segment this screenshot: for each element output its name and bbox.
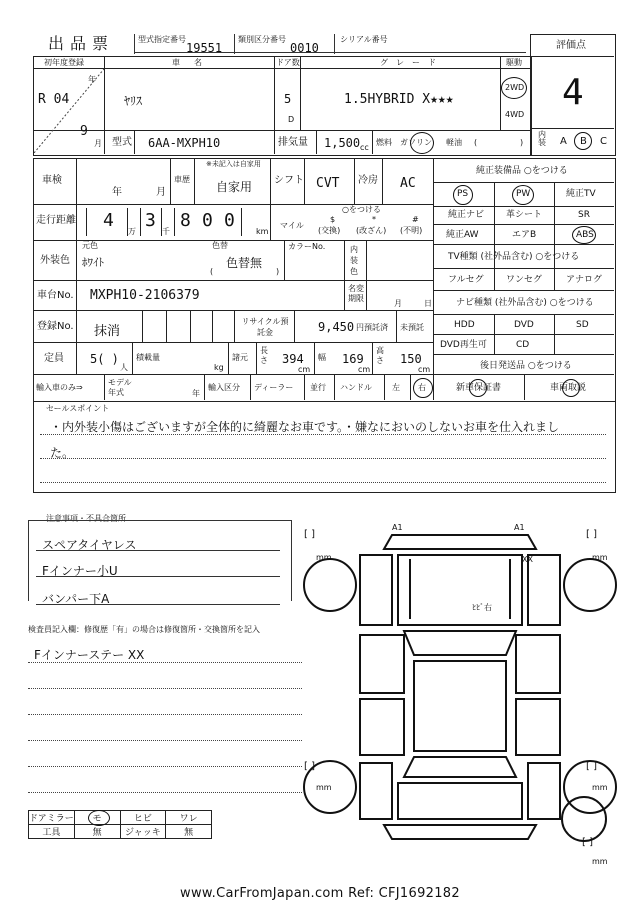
- mileage-sen: 千: [162, 227, 170, 236]
- note-2: Fインナー小U: [42, 564, 118, 578]
- drive-2wd: 2WD: [505, 83, 525, 92]
- repaint-paren-l: (: [210, 267, 214, 276]
- tv-analog: アナログ: [566, 275, 603, 285]
- car-diagram: [300, 515, 620, 855]
- ac-value: AC: [400, 176, 416, 191]
- fuel-paren-r: ): [520, 138, 524, 147]
- drive-4wd: 4WD: [505, 110, 525, 119]
- reg-label: 登録No.: [37, 321, 74, 332]
- height-label: 高さ: [376, 346, 384, 365]
- height-cm: cm: [418, 365, 431, 374]
- handle-right: 右: [418, 383, 426, 392]
- fuel-label: 燃料: [376, 138, 392, 147]
- load-label: 積載量: [136, 353, 160, 362]
- width-cm: cm: [358, 365, 371, 374]
- repaint-value: 色替無: [226, 256, 263, 270]
- capacity-label: 定員: [44, 353, 64, 364]
- door-type: D: [288, 115, 295, 124]
- later-title: 後日発送品 ○をつける: [480, 361, 572, 371]
- first-reg-month: 9: [80, 124, 88, 139]
- equip-ps: PS: [457, 189, 469, 199]
- equip-sr: SR: [578, 210, 590, 220]
- color-no-label: カラーNo.: [288, 242, 326, 251]
- footer-ref: www.CarFromJapan.com Ref: CFJ1692182: [180, 886, 460, 901]
- doors-label: ドア数: [276, 58, 300, 67]
- break-label: ワレ: [166, 811, 212, 825]
- equip-pw: PW: [516, 189, 531, 199]
- handle-left: 左: [392, 383, 400, 392]
- interior-a: A: [560, 136, 567, 147]
- mm-fr: mm: [592, 553, 608, 562]
- mileage-label: 走行距離: [36, 215, 76, 226]
- owner-day: 日: [424, 299, 432, 308]
- first-reg-label: 初年度登録: [44, 58, 84, 67]
- capacity-person: 人: [120, 363, 128, 372]
- mileage-mile: マイル: [280, 221, 304, 230]
- note-3: バンパー下A: [42, 592, 110, 606]
- mileage-km: km: [256, 227, 269, 236]
- note-unentered: ※未記入は自家用: [206, 160, 261, 168]
- mileage-digit-4: 0: [202, 210, 213, 231]
- model-year-unit: 年: [192, 389, 200, 398]
- import-cat-label: 輸入区分: [208, 383, 240, 392]
- first-reg-year: R 04: [38, 92, 70, 107]
- bracket-spare: [ ]: [582, 837, 593, 848]
- equip-tv: 純正TV: [566, 189, 596, 199]
- month-label: 月: [94, 139, 102, 148]
- mileage-unknown: (不明): [400, 226, 423, 235]
- recycle-value: 9,450: [318, 320, 355, 334]
- mm-rr: mm: [592, 783, 608, 792]
- model-no-label: 型式指定番号: [138, 35, 186, 44]
- import-dealer: ディーラー: [254, 383, 294, 392]
- history-label: 車歴: [174, 175, 190, 184]
- grade: 1.5HYBRID X★★★: [344, 92, 454, 107]
- spec-label: 諸元: [232, 353, 248, 362]
- repaint-paren-r: ): [276, 267, 280, 276]
- doors: 5: [284, 92, 292, 106]
- navi-dvd: DVD: [514, 320, 534, 330]
- mileage-digit-5: 0: [224, 210, 235, 231]
- mirror-value-text: モ: [92, 814, 102, 824]
- tv-title: TV種類 (社外品含む) ○をつける: [448, 252, 580, 262]
- owner-change-label: 名変期限: [348, 284, 364, 303]
- equip-title: 純正装備品 ○をつける: [476, 166, 568, 176]
- navi-sd: SD: [576, 320, 589, 330]
- length-value: 394: [282, 352, 304, 366]
- bracket-rr: [ ]: [586, 761, 597, 772]
- serial-label: シリアル番号: [340, 35, 388, 44]
- navi-title: ナビ種類 (社外品含む) ○をつける: [456, 298, 594, 308]
- damage-a1-right: A1: [514, 523, 525, 532]
- navi-cd: CD: [516, 340, 530, 350]
- cat-no-label: 類別区分番号: [238, 35, 286, 44]
- mileage-altered: (改ざん): [356, 226, 387, 235]
- mileage-hash: #: [412, 215, 419, 224]
- fuel-diesel: 軽油: [446, 138, 462, 147]
- recycle-unit: 円預託済: [356, 323, 388, 332]
- mm-spare: mm: [592, 857, 608, 866]
- navi-hdd: HDD: [454, 320, 475, 330]
- int-color-label: 内装色: [350, 245, 358, 276]
- orig-color: ﾎﾜｲﾄ: [82, 256, 104, 269]
- owner-month: 月: [394, 299, 402, 308]
- mileage-digit-2: 3: [145, 210, 156, 231]
- bracket-rl: [ ]: [304, 761, 315, 772]
- drive-label: 駆動: [506, 58, 522, 67]
- car-name: ﾔﾘｽ: [124, 94, 143, 108]
- car-name-label: 車名: [172, 58, 216, 67]
- equip-airbag: エアB: [512, 230, 537, 240]
- model-year-label: モデル年式: [108, 378, 132, 397]
- note-1: スペアタイヤレス: [42, 538, 137, 552]
- mileage-star: *: [372, 215, 376, 224]
- shift-value: CVT: [316, 176, 340, 191]
- displacement: 1,500: [324, 136, 361, 150]
- sheet-title: 出品票: [48, 34, 115, 53]
- mileage-man: 万: [128, 227, 136, 236]
- color-label: 外装色: [40, 255, 70, 266]
- navi-dvd-play: DVD再生可: [440, 340, 487, 350]
- sales-label: セールスポイント: [46, 404, 110, 413]
- crack-label: ヒビ: [120, 811, 166, 825]
- cc-unit: cc: [360, 143, 369, 152]
- model-no: 19551: [186, 41, 223, 55]
- fuel-gasoline: ガソリン: [400, 138, 432, 147]
- recycle-not: 未預託: [400, 323, 424, 332]
- type: 6AA-MXPH10: [148, 136, 221, 150]
- tv-one: ワンセグ: [506, 275, 543, 285]
- year-label: 年: [88, 75, 96, 84]
- notes-box: [28, 520, 292, 601]
- width-label: 幅: [318, 353, 326, 362]
- ac-label: 冷房: [358, 175, 378, 186]
- chassis-label: 車台No.: [37, 290, 74, 301]
- later-warranty: 新車保証書: [456, 383, 502, 393]
- mm-rl: mm: [316, 783, 332, 792]
- inspector-label: 検査員記入欄：修復歴「有」の場合は修復箇所・交換箇所を記入: [28, 625, 260, 634]
- handle-label: ハンドル: [340, 383, 372, 392]
- height-value: 150: [400, 352, 422, 366]
- disp-label: 排気量: [278, 137, 308, 148]
- mileage-digit-3: 8: [180, 210, 191, 231]
- mileage-exchange: (交換): [318, 226, 341, 235]
- equip-navi: 純正ナビ: [448, 210, 485, 220]
- recycle-label: リサイクル預託金: [241, 317, 289, 337]
- damage-xx: XX: [522, 555, 533, 564]
- fuel-paren-l: (: [474, 138, 478, 147]
- orig-color-label: 元色: [82, 241, 98, 250]
- notes-label: 注意事項・不具合箇所: [46, 514, 126, 523]
- jack-value: 無: [166, 825, 212, 839]
- mileage-dollar: $: [330, 215, 336, 224]
- mm-fl: mm: [316, 553, 332, 562]
- sales-line-2: た。: [50, 446, 75, 460]
- later-manual: 車両取説: [550, 383, 587, 393]
- sales-box: [33, 400, 616, 493]
- inspection-year: 年: [112, 187, 122, 198]
- damage-a1-left: A1: [392, 523, 403, 532]
- equip-leather: 革シート: [506, 210, 543, 220]
- mileage-digit-1: 4: [103, 210, 114, 231]
- mirror-label: ドアミラー: [29, 811, 75, 825]
- width-value: 169: [342, 352, 364, 366]
- bracket-fl: [ ]: [304, 529, 315, 540]
- import-label: 輸入車のみ⇒: [36, 383, 83, 392]
- mileage-circle-note: ○をつける: [342, 205, 381, 214]
- inspection-label: 車検: [42, 175, 62, 186]
- bracket-fr: [ ]: [586, 529, 597, 540]
- tool-value: 無: [74, 825, 120, 839]
- history-value: 自家用: [216, 180, 253, 194]
- reg-value: 抹消: [94, 324, 121, 339]
- length-cm: cm: [298, 365, 311, 374]
- tool-label: 工具: [29, 825, 75, 839]
- equip-abs: ABS: [576, 230, 594, 240]
- chassis-value: MXPH10-2106379: [90, 288, 200, 303]
- inspection-month: 月: [156, 187, 166, 198]
- jack-label: ジャッキ: [120, 825, 166, 839]
- mirror-table: [28, 810, 212, 839]
- type-label: 型式: [112, 137, 132, 148]
- tv-full: フルセグ: [448, 275, 484, 285]
- interior-grade-label: 内装: [538, 130, 546, 147]
- interior-b: B: [580, 136, 587, 147]
- interior-c: C: [600, 136, 607, 147]
- import-parallel: 並行: [310, 383, 326, 392]
- equip-aw: 純正AW: [446, 230, 479, 240]
- inspector-line-1: Fインナーステー XX: [34, 648, 145, 662]
- repaint-label: 色替: [212, 241, 228, 250]
- shift-label: シフト: [274, 175, 304, 186]
- grade-label: グレード: [380, 58, 444, 67]
- score-value: 4: [562, 72, 584, 113]
- capacity-value: 5( ): [90, 352, 119, 366]
- cat-no: 0010: [290, 41, 319, 55]
- score-label: 評価点: [556, 40, 586, 51]
- sales-line-1: ・内外装小傷はございますが全体的に綺麗なお車です。・嫌なにおいのしないお車を仕入れまし: [50, 420, 560, 434]
- damage-hibi: ﾋﾋﾞ右: [472, 603, 492, 612]
- length-label: 長さ: [260, 346, 268, 365]
- load-kg: kg: [214, 363, 224, 372]
